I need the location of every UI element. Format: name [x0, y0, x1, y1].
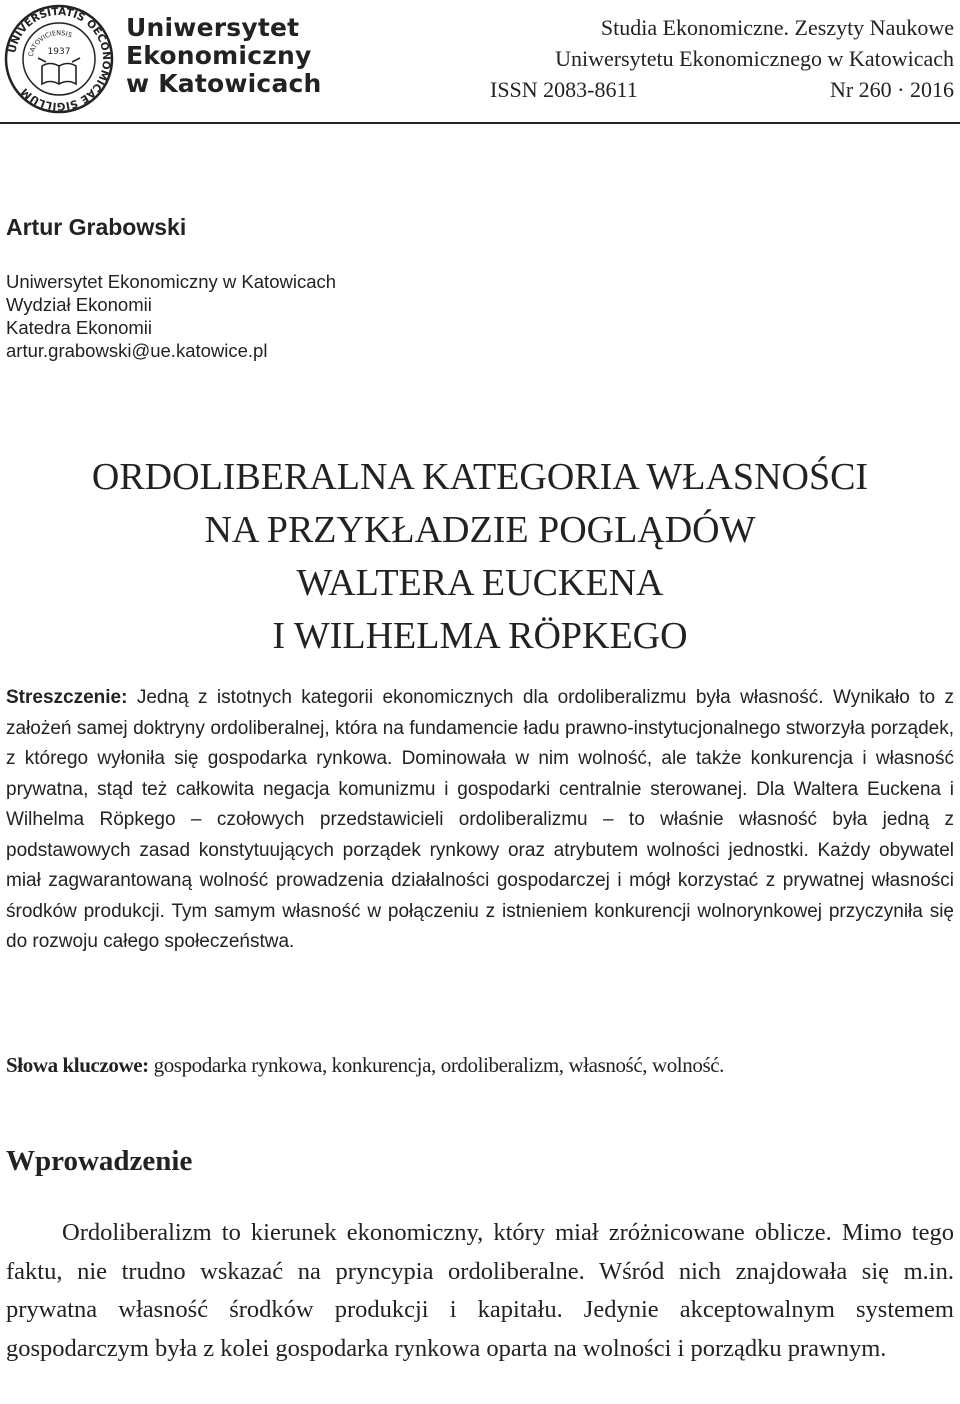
- journal-issue-number: Nr 260 · 2016: [829, 77, 954, 102]
- journal-title: Studia Ekonomiczne. Zeszyty Naukowe: [600, 15, 954, 40]
- title-line: WALTERA EUCKENA: [296, 562, 664, 604]
- logo-line: Uniwersytet: [126, 13, 300, 42]
- abstract: [6, 683, 954, 958]
- university-name-logo: [126, 14, 322, 98]
- seal-ring-text: UNIVERSITATIS OECONOMICAE SIGILLUM: [6, 5, 113, 113]
- header-divider: [0, 122, 960, 124]
- journal-info: [484, 12, 954, 105]
- seal-city-text: CATOVICIENSIS: [26, 28, 74, 58]
- title-line: NA PRZYKŁADZIE POGLĄDÓW: [204, 509, 756, 551]
- author-name: Artur Grabowski: [6, 214, 187, 240]
- page-header: [0, 0, 960, 124]
- author-faculty: Wydział Ekonomii: [6, 294, 152, 315]
- keywords: [6, 1050, 954, 1080]
- journal-publisher: Uniwersytetu Ekonomicznego w Katowicach: [555, 46, 954, 71]
- keywords-text: gospodarka rynkowa, konkurencja, ordoliberalizm, własność, wolność.: [153, 1053, 724, 1077]
- university-seal-logo: [4, 4, 114, 114]
- keywords-label: Słowa kluczowe:: [6, 1053, 149, 1077]
- seal-book-icon: [38, 58, 80, 84]
- abstract-label: Streszczenie:: [6, 687, 128, 708]
- author-university: Uniwersytet Ekonomiczny w Katowicach: [6, 271, 337, 292]
- abstract-text: Jedną z istotnych kategorii ekonomicznych dla ordoliberalizmu była własność. Wynikało to z założeń samej doktryny ordoliberalnej, która na fundamencie ładu prawno-instytucjonalnego stworzyła porządek, z którego wyłoniła się gospodarka rynkowa. Dominowała w nim wolność, ale także konkurencja i własność prywatna, stąd też całkowita negacja komunizmu i gospodarki centralnie sterowanej. Dla Waltera Euckena i Wilhelma Röpkego – czołowych przedstawicieli ordoliberalizmu – to właśnie własność była jedną z podstawowych zasad konstytuujących porządek rynkowy oraz atrybutem wolności jednostki. Każdy obywatel miał zagwarantowaną wolność prowadzenia działalności gospodarczej i mógł korzystać z prywatnej własności środków produkcji. Tym samym własność w połączeniu z istnieniem konkurencji wolnorynkowej przyczyniła się do rozwoju całego społeczeństwa.: [6, 687, 954, 952]
- paper-title: [0, 451, 960, 663]
- journal-issue-row: [484, 74, 954, 105]
- author-department: Katedra Ekonomii: [6, 317, 153, 338]
- author-email: artur.grabowski@ue.katowice.pl: [6, 340, 268, 361]
- title-line: ORDOLIBERALNA KATEGORIA WŁASNOŚCI: [91, 456, 869, 498]
- author-block: [6, 212, 336, 362]
- logo-line: Ekonomiczny: [126, 41, 312, 70]
- section-heading: Wprowadzenie: [6, 1145, 193, 1177]
- title-line: I WILHELMA RÖPKEGO: [272, 615, 688, 657]
- intro-paragraph: Ordoliberalizm to kierunek ekonomiczny, który miał zróżnicowane oblicze. Mimo tego faktu, nie trudno wskazać na pryncypia ordoliberalne. Wśród nich znajdowała się m.in. prywatna własność środków produkcji i kapitału. Jedynie akceptowalnym systemem gospodarczym była z kolei gospodarka rynkowa oparta na wolności i porządku prawnym.: [6, 1219, 954, 1362]
- seal-year: 1937: [47, 47, 71, 57]
- logo-line: w Katowicach: [126, 69, 322, 98]
- journal-issn: ISSN 2083-8611: [490, 77, 638, 102]
